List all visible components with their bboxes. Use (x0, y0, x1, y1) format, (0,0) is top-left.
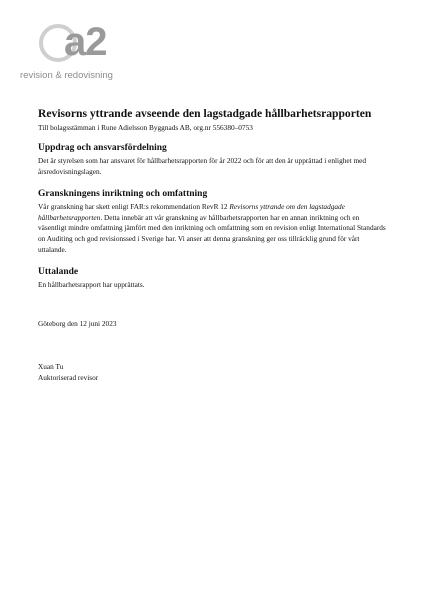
section-heading: Uttalande (38, 267, 79, 278)
section-granskning (38, 189, 388, 255)
section-heading: Granskningens inriktning och omfattning (38, 189, 208, 200)
text-part: . Detta innebär att vår granskning av hållbarhetsrapporten har en annan inriktning och en väsentligt mindre omfattning jämfört med den inriktning och omfattning som en revision enligt International Standards on Auditing och god revisionssed i Sverige har. Vi anser att denna granskning ger oss tillräcklig grund för vårt uttalande. (38, 212, 386, 254)
section-text: En hållbarhetsrapport har upprättats. (38, 280, 145, 290)
signer-title: Auktoriserad revisor (38, 372, 99, 382)
document-body (38, 107, 388, 303)
company-logo (20, 20, 130, 84)
section-uppdrag (38, 143, 388, 177)
section-uttalande (38, 267, 388, 291)
recommendation-title: Revisorns yttrande om den lagstadgade hållbarhetsrapporten (38, 202, 345, 222)
logo-tagline: revision & redovisning (20, 70, 113, 81)
section-text (38, 202, 388, 255)
signer-name: Xuan Tu (38, 362, 64, 371)
document-title: Revisorns yttrande avseende den lagstadgade hållbarhetsrapporten (38, 107, 372, 120)
section-text: Det är styrelsen som har ansvaret för hållbarhetsrapporten för år 2022 och för att den är upprättad i enlighet med årsredovisningslagen. (38, 156, 367, 176)
document-recipient: Till bolagsstämman i Rune Adielsson Byggnads AB, org.nr 556380–0753 (38, 123, 253, 132)
place-date: Göteborg den 12 juni 2023 (38, 319, 117, 328)
text-part: Vår granskning har skett enligt FAR:s rekommendation RevR 12 (38, 202, 230, 212)
section-heading: Uppdrag och ansvarsfördelning (38, 143, 167, 153)
signature-block (38, 362, 98, 383)
logo-mark: a2 (64, 20, 107, 64)
